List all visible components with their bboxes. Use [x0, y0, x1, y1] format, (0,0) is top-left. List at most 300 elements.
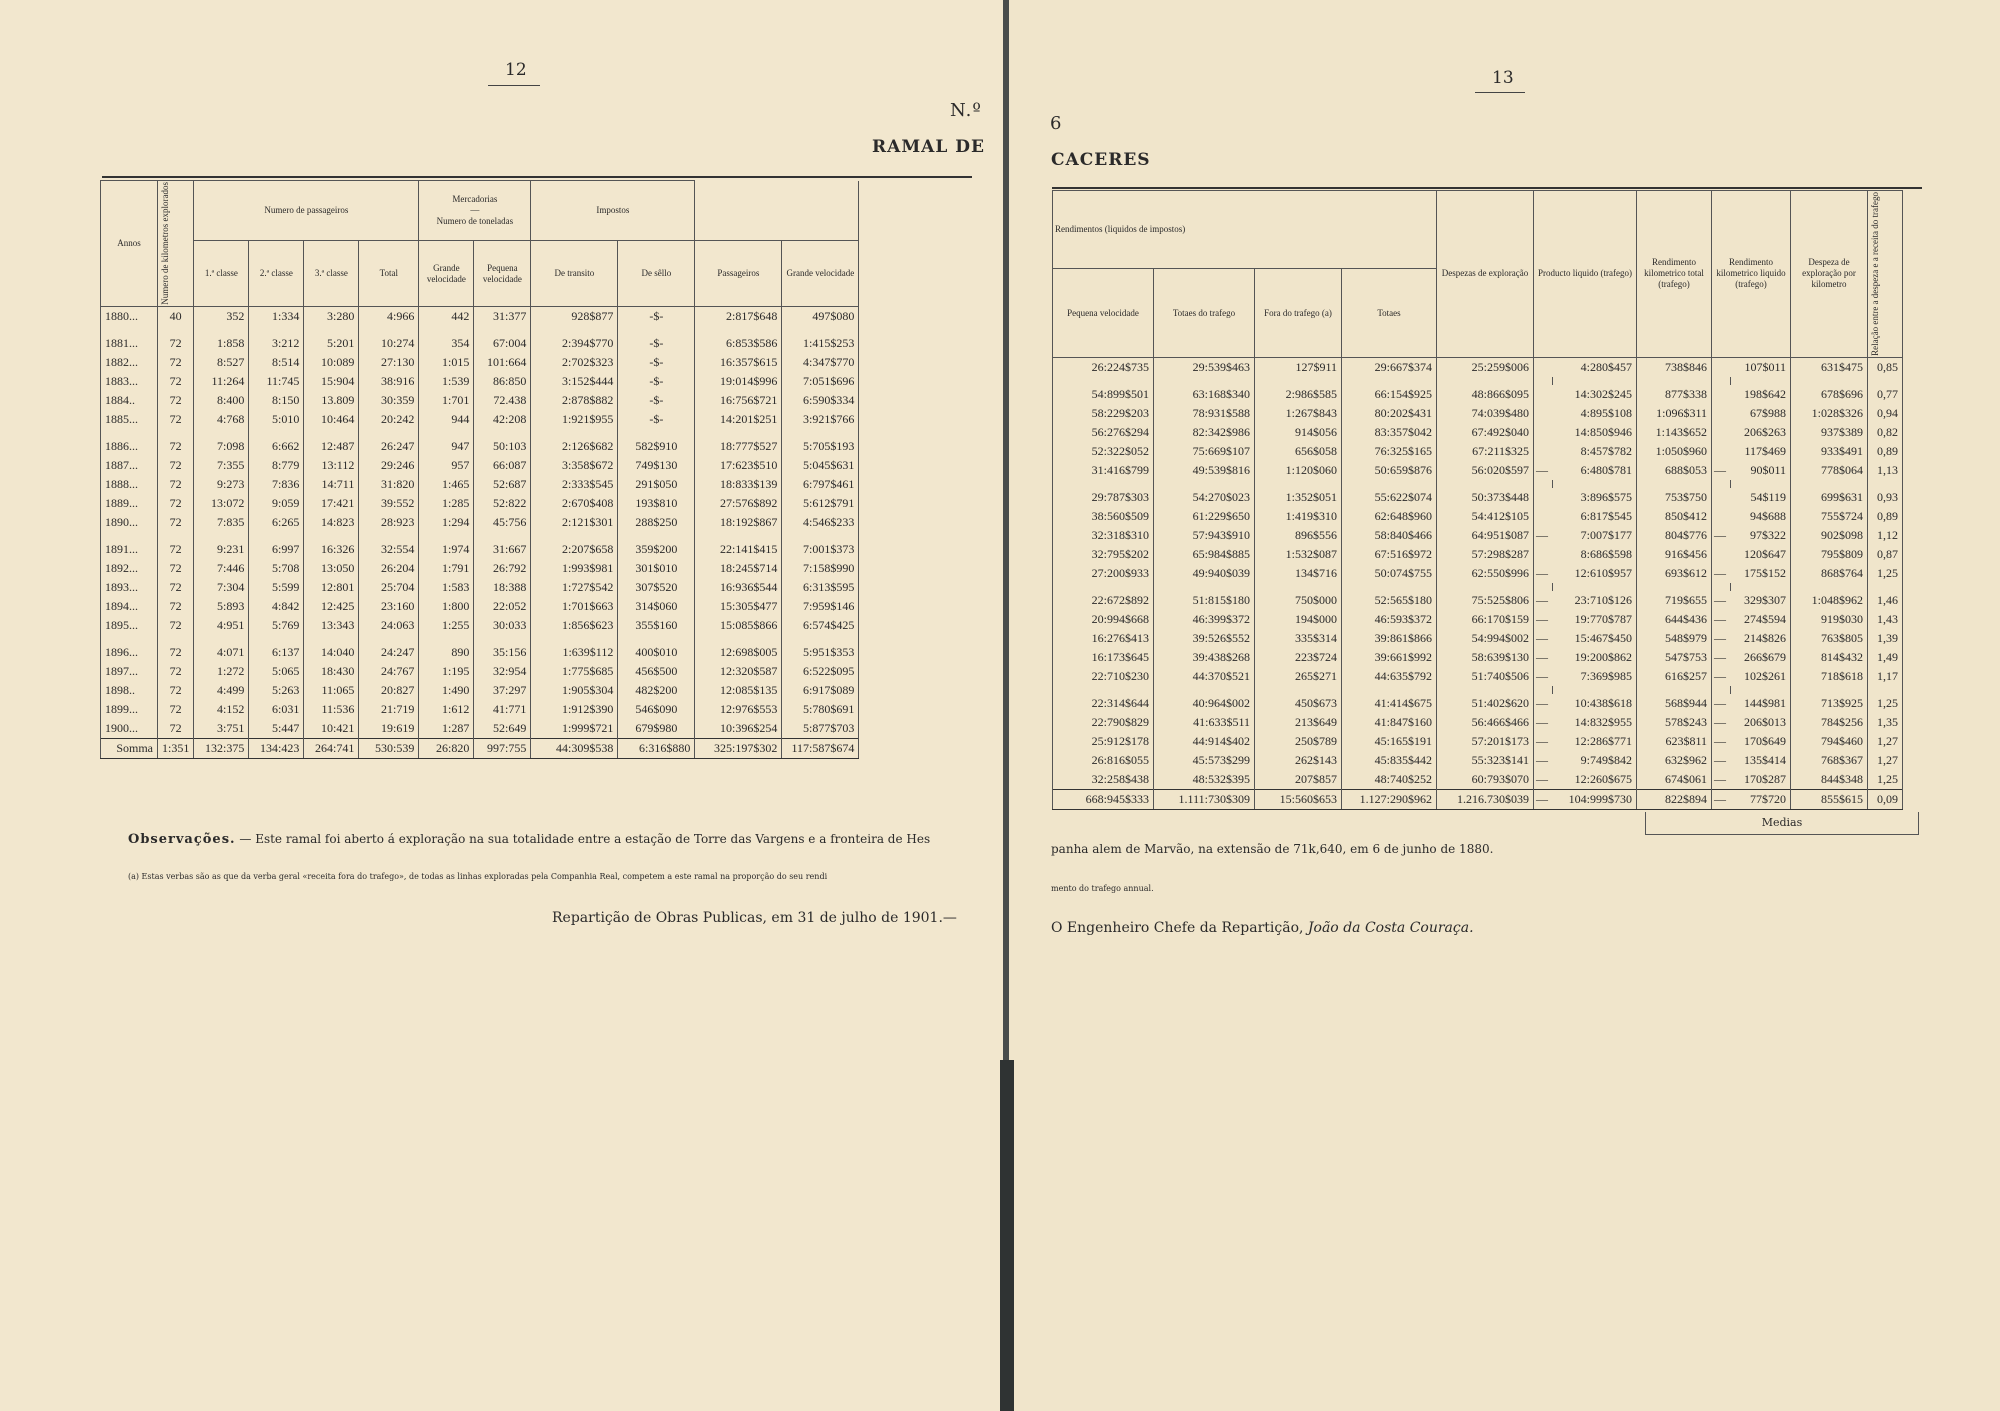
table-cell: 72 — [158, 513, 194, 532]
table-cell: 0,93 — [1868, 488, 1903, 507]
table-cell: — — [1534, 751, 1553, 770]
table-cell: 29:667$374 — [1342, 357, 1437, 377]
table-cell: 1,49 — [1868, 648, 1903, 667]
sum-cell: 325:197$302 — [695, 738, 782, 758]
table-cell: 198$642 — [1731, 385, 1791, 404]
table-cell: 794$460 — [1791, 732, 1868, 751]
table-cell: 55:622$074 — [1342, 488, 1437, 507]
table-cell: 15:467$450 — [1553, 629, 1637, 648]
table-cell: 11:264 — [194, 372, 249, 391]
table-cell: 352 — [194, 306, 249, 326]
table-cell: 207$857 — [1255, 770, 1342, 790]
table-cell: 14:850$946 — [1553, 423, 1637, 442]
table-cell: 928$877 — [531, 306, 618, 326]
sum-cell: 668:945$333 — [1053, 789, 1154, 809]
table-cell: 27:130 — [359, 353, 419, 372]
table-cell: 678$696 — [1791, 385, 1868, 404]
table-cell: 1,27 — [1868, 732, 1903, 751]
table-cell: 10:274 — [359, 334, 419, 353]
table-cell: 13:112 — [304, 456, 359, 475]
table-cell: 301$010 — [618, 559, 695, 578]
table-cell: 8:514 — [249, 353, 304, 372]
sum-cell: Somma — [101, 738, 158, 758]
table-cell: 117$469 — [1731, 442, 1791, 461]
table-cell: 206$013 — [1731, 713, 1791, 732]
table-cell: 1,46 — [1868, 591, 1903, 610]
table-cell: 400$010 — [618, 643, 695, 662]
table-cell: — — [1534, 667, 1553, 686]
table-cell: 20:827 — [359, 681, 419, 700]
table-cell: 6:797$461 — [782, 475, 859, 494]
table-row — [1053, 751, 1903, 770]
table-row — [101, 437, 859, 456]
table-cell: 868$764 — [1791, 564, 1868, 583]
table-cell: — — [1534, 610, 1553, 629]
table-row — [1053, 385, 1903, 404]
table-cell: 8:150 — [249, 391, 304, 410]
table-row — [1053, 694, 1903, 713]
table-cell: 755$724 — [1791, 507, 1868, 526]
table-cell: 1:993$981 — [531, 559, 618, 578]
right-page — [1005, 0, 2000, 1411]
table-cell: 8:686$598 — [1553, 545, 1637, 564]
table-cell: 5:951$353 — [782, 643, 859, 662]
table-cell: 51:740$506 — [1437, 667, 1534, 686]
signature-date: Repartição de Obras Publicas, em 31 de julho de 1901.— — [552, 910, 957, 926]
table-cell: 7:836 — [249, 475, 304, 494]
table-cell: 72 — [158, 578, 194, 597]
table-cell: 568$944 — [1637, 694, 1712, 713]
table-cell: 6:265 — [249, 513, 304, 532]
right-table — [1052, 190, 1903, 810]
table-cell: 688$053 — [1637, 461, 1712, 480]
table-cell: — — [1712, 610, 1731, 629]
table-cell: 1,27 — [1868, 751, 1903, 770]
table-cell: 15:305$477 — [695, 597, 782, 616]
table-cell — [1534, 423, 1553, 442]
table-cell: 213$649 — [1255, 713, 1342, 732]
sum-row — [1053, 789, 1903, 809]
table-cell: 0,94 — [1868, 404, 1903, 423]
table-cell: 5:065 — [249, 662, 304, 681]
table-cell: 86:850 — [474, 372, 531, 391]
table-cell: 2:878$882 — [531, 391, 618, 410]
table-row — [1053, 713, 1903, 732]
table-cell: 1:490 — [419, 681, 474, 700]
table-cell: 12:698$005 — [695, 643, 782, 662]
table-cell: 5:708 — [249, 559, 304, 578]
table-cell: 10:089 — [304, 353, 359, 372]
table-cell: 4:499 — [194, 681, 249, 700]
table-cell: 19:014$996 — [695, 372, 782, 391]
table-cell: -$- — [618, 391, 695, 410]
table-cell: 29:246 — [359, 456, 419, 475]
sum-cell: 855$615 — [1791, 789, 1868, 809]
table-cell: 778$064 — [1791, 461, 1868, 480]
table-cell: 5:010 — [249, 410, 304, 429]
table-cell: — — [1712, 461, 1731, 480]
table-cell: 12:320$587 — [695, 662, 782, 681]
table-cell: 262$143 — [1255, 751, 1342, 770]
table-cell: 52:322$052 — [1053, 442, 1154, 461]
table-cell: 22:052 — [474, 597, 531, 616]
footnote: (a) Estas verbas são as que da verba geral «receita fora do trafego», de todas as linhas exploradas pela Companhia Real, competem a este ramal na proporção do seu rendi — [128, 872, 828, 881]
table-cell: 6:137 — [249, 643, 304, 662]
table-cell: 1,25 — [1868, 770, 1903, 790]
table-cell: 32:258$438 — [1053, 770, 1154, 790]
table-cell: 6:031 — [249, 700, 304, 719]
table-cell: 14:711 — [304, 475, 359, 494]
table-cell: 51:402$620 — [1437, 694, 1534, 713]
table-cell: 170$287 — [1731, 770, 1791, 790]
table-row — [101, 306, 859, 326]
table-cell: 97$322 — [1731, 526, 1791, 545]
table-cell — [1712, 442, 1731, 461]
table-cell: 32:795$202 — [1053, 545, 1154, 564]
table-row — [1053, 526, 1903, 545]
table-cell: 13:343 — [304, 616, 359, 635]
table-cell: 919$030 — [1791, 610, 1868, 629]
table-cell: 13.809 — [304, 391, 359, 410]
table-cell: 12:976$553 — [695, 700, 782, 719]
table-cell — [1712, 385, 1731, 404]
table-cell: 6:574$425 — [782, 616, 859, 635]
table-cell: 1,13 — [1868, 461, 1903, 480]
col-ratio: Relação entre a despeza e a receita do trafego — [1868, 191, 1903, 358]
table-row — [101, 559, 859, 578]
table-cell: 456$500 — [618, 662, 695, 681]
table-cell: 718$618 — [1791, 667, 1868, 686]
sum-cell: — — [1534, 789, 1553, 809]
sum-cell: 530:539 — [359, 738, 419, 758]
table-cell: 18:388 — [474, 578, 531, 597]
table-cell: 17:421 — [304, 494, 359, 513]
table-row — [101, 700, 859, 719]
table-cell: 4:071 — [194, 643, 249, 662]
table-row — [1053, 404, 1903, 423]
table-cell: 41:633$511 — [1154, 713, 1255, 732]
table-cell: — — [1534, 564, 1553, 583]
table-cell: — — [1712, 770, 1731, 790]
table-cell: 24:063 — [359, 616, 419, 635]
table-cell: 9:749$842 — [1553, 751, 1637, 770]
group-revenue: Rendimentos (liquidos de impostos) — [1053, 191, 1437, 269]
table-cell: 1900... — [101, 719, 158, 739]
table-cell: 61:229$650 — [1154, 507, 1255, 526]
table-cell: 944 — [419, 410, 474, 429]
table-cell: 1:921$955 — [531, 410, 618, 429]
table-cell: 9:231 — [194, 540, 249, 559]
table-cell: 18:430 — [304, 662, 359, 681]
table-cell: 4:842 — [249, 597, 304, 616]
table-cell: 1:639$112 — [531, 643, 618, 662]
table-cell: 31:820 — [359, 475, 419, 494]
table-row — [1053, 507, 1903, 526]
table-cell: 50:074$755 — [1342, 564, 1437, 583]
table-row — [1053, 488, 1903, 507]
book-gutter-shadow — [1000, 1060, 1014, 1411]
table-cell: 5:612$791 — [782, 494, 859, 513]
table-cell: 644$436 — [1637, 610, 1712, 629]
table-cell: 795$809 — [1791, 545, 1868, 564]
table-cell: 38:560$509 — [1053, 507, 1154, 526]
table-cell: 12:260$675 — [1553, 770, 1637, 790]
sum-cell: 132:375 — [194, 738, 249, 758]
table-cell: 8:457$782 — [1553, 442, 1637, 461]
table-cell: 74:039$480 — [1437, 404, 1534, 423]
col-km: Numero de kilometros explorados — [158, 181, 194, 307]
table-cell: 72 — [158, 700, 194, 719]
table-cell: 67:516$972 — [1342, 545, 1437, 564]
table-cell: 72 — [158, 334, 194, 353]
table-cell: 12:801 — [304, 578, 359, 597]
table-cell: 72.438 — [474, 391, 531, 410]
table-cell: 16:173$645 — [1053, 648, 1154, 667]
table-cell: 11:065 — [304, 681, 359, 700]
table-cell: 1888... — [101, 475, 158, 494]
table-cell: 54:899$501 — [1053, 385, 1154, 404]
table-cell: 22:790$829 — [1053, 713, 1154, 732]
table-cell: 4:546$233 — [782, 513, 859, 532]
table-cell: 41:847$160 — [1342, 713, 1437, 732]
table-cell: 30:033 — [474, 616, 531, 635]
col-header: De transito — [531, 241, 618, 306]
table-cell: — — [1712, 667, 1731, 686]
table-cell: 9:273 — [194, 475, 249, 494]
table-cell: — — [1712, 629, 1731, 648]
table-cell — [1534, 488, 1553, 507]
table-cell: 94$688 — [1731, 507, 1791, 526]
table-cell: 58:840$466 — [1342, 526, 1437, 545]
table-cell: 52:565$180 — [1342, 591, 1437, 610]
table-cell: 1:791 — [419, 559, 474, 578]
table-cell: 7:007$177 — [1553, 526, 1637, 545]
table-cell: 14:823 — [304, 513, 359, 532]
table-cell: 12:085$135 — [695, 681, 782, 700]
table-cell: — — [1534, 770, 1553, 790]
observations: Observações. — Este ramal foi aberto á exploração na sua totalidade entre a estação de Torre das Vargens e a fronteira de Hes — [128, 832, 931, 847]
table-cell: 66:170$159 — [1437, 610, 1534, 629]
table-cell: 6:480$781 — [1553, 461, 1637, 480]
table-cell: 31:377 — [474, 306, 531, 326]
table-cell: 72 — [158, 391, 194, 410]
table-cell: 623$811 — [1637, 732, 1712, 751]
table-row — [1053, 648, 1903, 667]
table-cell: 1:255 — [419, 616, 474, 635]
col-header: Pequena velocidade — [1053, 269, 1154, 357]
table-cell: 5:599 — [249, 578, 304, 597]
table-cell: — — [1534, 629, 1553, 648]
table-cell: 1897... — [101, 662, 158, 681]
table-cell: 5:780$691 — [782, 700, 859, 719]
table-cell: 41:771 — [474, 700, 531, 719]
table-cell: 749$130 — [618, 456, 695, 475]
table-cell: 1:195 — [419, 662, 474, 681]
table-cell: 674$061 — [1637, 770, 1712, 790]
table-cell: 8:527 — [194, 353, 249, 372]
table-cell: 547$753 — [1637, 648, 1712, 667]
table-cell: 5:045$631 — [782, 456, 859, 475]
table-row — [1053, 423, 1903, 442]
table-cell: 1:583 — [419, 578, 474, 597]
table-cell: 4:966 — [359, 306, 419, 326]
table-cell: 67$988 — [1731, 404, 1791, 423]
table-cell: 72 — [158, 475, 194, 494]
table-row — [1053, 564, 1903, 583]
table-cell: 890 — [419, 643, 474, 662]
table-row — [1053, 461, 1903, 480]
table-cell: — — [1534, 526, 1553, 545]
table-cell: 62:648$960 — [1342, 507, 1437, 526]
table-cell: 4:280$457 — [1553, 357, 1637, 377]
table-cell: 45:573$299 — [1154, 751, 1255, 770]
table-cell: 4:347$770 — [782, 353, 859, 372]
table-row — [101, 578, 859, 597]
table-cell: 1884.. — [101, 391, 158, 410]
table-cell: 1:532$087 — [1255, 545, 1342, 564]
table-row — [101, 353, 859, 372]
table-cell: 134$716 — [1255, 564, 1342, 583]
sum-row — [101, 738, 859, 758]
table-cell: 753$750 — [1637, 488, 1712, 507]
table-cell: 250$789 — [1255, 732, 1342, 751]
group-taxes: Impostos — [531, 181, 695, 241]
table-cell: -$- — [618, 372, 695, 391]
sum-cell: 77$720 — [1731, 789, 1791, 809]
table-cell: 35:156 — [474, 643, 531, 662]
table-cell: 1892... — [101, 559, 158, 578]
table-cell: 19:770$787 — [1553, 610, 1637, 629]
table-cell: 58:229$203 — [1053, 404, 1154, 423]
table-cell: 66:087 — [474, 456, 531, 475]
header-number: 6 — [1050, 113, 1063, 134]
table-cell: 25:259$006 — [1437, 357, 1534, 377]
table-cell: 7:959$146 — [782, 597, 859, 616]
table-cell: 107$011 — [1731, 357, 1791, 377]
table-cell: 5:201 — [304, 334, 359, 353]
sum-cell: 44:309$538 — [531, 738, 618, 758]
table-cell: 30:359 — [359, 391, 419, 410]
header-number: N.º — [950, 100, 982, 121]
table-cell: 1:974 — [419, 540, 474, 559]
sum-cell: 1.111:730$309 — [1154, 789, 1255, 809]
table-cell: 1890... — [101, 513, 158, 532]
sum-cell: 1.127:290$962 — [1342, 789, 1437, 809]
table-cell: 41:414$675 — [1342, 694, 1437, 713]
signature: O Engenheiro Chefe da Repartição, João da Costa Couraça. — [1051, 920, 1474, 936]
table-cell: 6:917$089 — [782, 681, 859, 700]
table-cell: 10:421 — [304, 719, 359, 739]
table-cell: 582$910 — [618, 437, 695, 456]
table-cell: — — [1712, 751, 1731, 770]
table-cell: 1:775$685 — [531, 662, 618, 681]
table-cell: 29:787$303 — [1053, 488, 1154, 507]
table-cell: 1:352$051 — [1255, 488, 1342, 507]
table-cell: 64:951$087 — [1437, 526, 1534, 545]
sum-cell: 15:560$653 — [1255, 789, 1342, 809]
table-cell: 18:833$139 — [695, 475, 782, 494]
col-header: De sêllo — [618, 241, 695, 306]
table-cell: 120$647 — [1731, 545, 1791, 564]
header-title: RAMAL DE — [872, 137, 985, 157]
table-cell: 14:302$245 — [1553, 385, 1637, 404]
table-cell: 1:334 — [249, 306, 304, 326]
table-cell: 1:285 — [419, 494, 474, 513]
table-cell: — — [1534, 732, 1553, 751]
col-header: Fora do trafego (a) — [1255, 269, 1342, 357]
table-cell: 21:719 — [359, 700, 419, 719]
col-header: 2.ª classe — [249, 241, 304, 306]
table-cell: 4:152 — [194, 700, 249, 719]
col-header: Totaes — [1342, 269, 1437, 357]
table-cell: 7:446 — [194, 559, 249, 578]
table-cell: 1:539 — [419, 372, 474, 391]
table-cell: — — [1712, 713, 1731, 732]
table-cell: 12:286$771 — [1553, 732, 1637, 751]
table-cell: 1:912$390 — [531, 700, 618, 719]
table-row — [101, 456, 859, 475]
table-row — [1053, 442, 1903, 461]
table-cell: 916$456 — [1637, 545, 1712, 564]
table-cell: 1:096$311 — [1637, 404, 1712, 423]
table-row — [101, 681, 859, 700]
table-cell: 1:419$310 — [1255, 507, 1342, 526]
table-cell: 482$200 — [618, 681, 695, 700]
table-cell: 26:792 — [474, 559, 531, 578]
group-passengers: Numero de passageiros — [194, 181, 419, 241]
sum-cell: 822$894 — [1637, 789, 1712, 809]
table-cell: 497$080 — [782, 306, 859, 326]
table-cell: 16:326 — [304, 540, 359, 559]
table-cell: 83:357$042 — [1342, 423, 1437, 442]
table-cell — [1534, 404, 1553, 423]
table-cell: 16:276$413 — [1053, 629, 1154, 648]
table-cell: 1,12 — [1868, 526, 1903, 545]
table-cell: 23:160 — [359, 597, 419, 616]
table-cell: 1:267$843 — [1255, 404, 1342, 423]
table-cell: 18:192$867 — [695, 513, 782, 532]
table-cell: 101:664 — [474, 353, 531, 372]
table-row — [101, 597, 859, 616]
table-cell: 63:168$340 — [1154, 385, 1255, 404]
table-cell: 450$673 — [1255, 694, 1342, 713]
table-cell: 48:740$252 — [1342, 770, 1437, 790]
table-cell: -$- — [618, 306, 695, 326]
table-cell: 4:768 — [194, 410, 249, 429]
table-cell: — — [1712, 591, 1731, 610]
table-cell: 2:394$770 — [531, 334, 618, 353]
table-cell: 814$432 — [1791, 648, 1868, 667]
table-cell: 1:050$960 — [1637, 442, 1712, 461]
table-cell: 1:120$060 — [1255, 461, 1342, 480]
table-row — [101, 372, 859, 391]
table-cell: 22:672$892 — [1053, 591, 1154, 610]
table-cell: 2:207$658 — [531, 540, 618, 559]
table-cell: 947 — [419, 437, 474, 456]
table-cell: 1:294 — [419, 513, 474, 532]
table-cell: -$- — [618, 334, 695, 353]
table-cell: — — [1534, 694, 1553, 713]
table-cell: 3:751 — [194, 719, 249, 739]
table-cell: 7:001$373 — [782, 540, 859, 559]
table-cell: — — [1534, 648, 1553, 667]
page-number: 13 — [1492, 68, 1514, 88]
table-cell: 55:323$141 — [1437, 751, 1534, 770]
table-cell: 32:954 — [474, 662, 531, 681]
table-cell: 72 — [158, 719, 194, 739]
table-cell: 67:211$325 — [1437, 442, 1534, 461]
table-cell: 10:396$254 — [695, 719, 782, 739]
